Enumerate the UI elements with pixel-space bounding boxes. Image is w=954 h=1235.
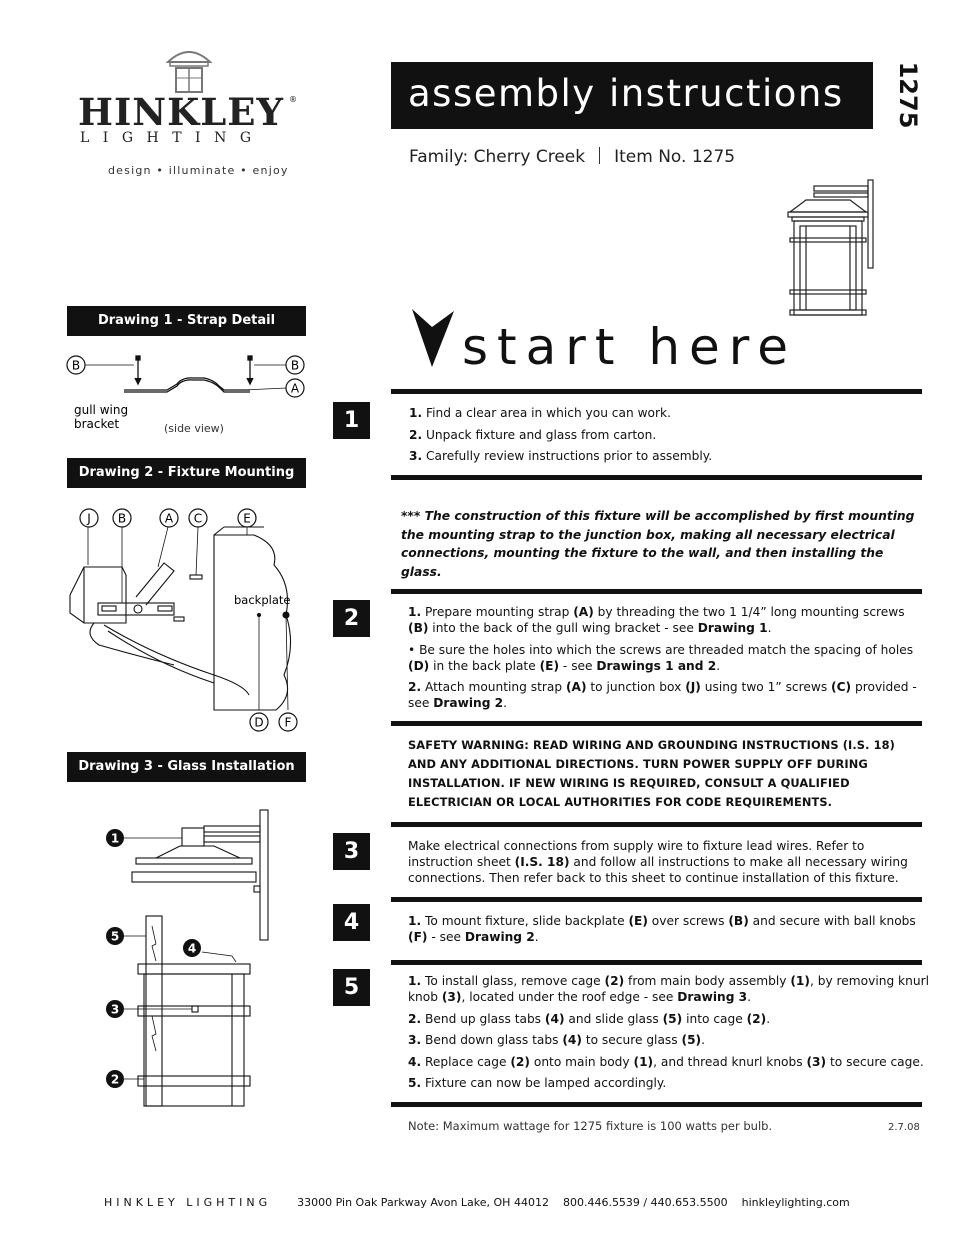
logo-registered-mark: ® — [289, 95, 297, 104]
footer-website[interactable]: hinkleylighting.com — [741, 1196, 850, 1209]
label-backplate: backplate — [234, 593, 291, 607]
step-4-number: 4 — [333, 904, 370, 941]
rule-step-2-bottom — [391, 721, 922, 726]
rule-step-3-top — [391, 822, 922, 827]
svg-text:B: B — [71, 358, 81, 373]
step-5-text: 1. To install glass, remove cage (2) from main body assembly (1), by removing knurl knob (3), located under the roof edge - see Drawing 3. 2. Bend up glass tabs (4) and slide glass (5) into cage (2). 3. Bend down glass tabs (4) to secure glass (5). 4. Replace cage (2) onto main body (1), and thread knurl knobs (3) to secure cage. 5. Fixture can now be lamped accordingly. — [408, 974, 929, 1090]
step-1-number: 1 — [333, 402, 370, 439]
svg-text:C: C — [193, 511, 203, 526]
drawing-1-header: Drawing 1 - Strap Detail — [67, 306, 306, 336]
drawing-3-glass-installation — [96, 806, 286, 1116]
logo-wordmark: HINKLEY — [78, 90, 284, 134]
svg-text:B: B — [290, 358, 300, 373]
logo-tagline: design • illuminate • enjoy — [108, 164, 289, 177]
label-side-view: (side view) — [164, 422, 224, 435]
label-c — [189, 509, 207, 527]
step-4-text: 1. To mount fixture, slide backplate (E) over screws (B) and secure with ball knobs (F) - see Drawing 2. — [408, 914, 916, 944]
footer-address: 33000 Pin Oak Parkway Avon Lake, OH 44012 — [297, 1196, 549, 1209]
label-a — [286, 379, 304, 397]
step-5-number: 5 — [333, 969, 370, 1006]
item-number: Item No. 1275 — [614, 147, 736, 167]
rule-step-1-top — [391, 389, 922, 394]
svg-text:2: 2 — [110, 1072, 120, 1087]
rule-step-2-top — [391, 589, 922, 594]
fixture-thumbnail-icon — [784, 178, 876, 322]
badge-4 — [183, 939, 201, 957]
drawing-1-strap-detail — [64, 350, 314, 440]
drawing-2-header: Drawing 2 - Fixture Mounting — [67, 458, 306, 488]
rule-step-1-bottom — [391, 475, 922, 480]
label-d — [250, 713, 268, 731]
label-b-left — [67, 356, 85, 374]
family-name: Family: Cherry Creek — [409, 147, 586, 167]
footer-phone: 800.446.5539 / 440.653.5500 — [562, 1196, 728, 1209]
item-number-vertical-text: 1275 — [894, 61, 922, 129]
drawing-2-fixture-mounting — [64, 505, 314, 735]
svg-text:D: D — [254, 715, 264, 730]
svg-text:A: A — [164, 511, 174, 526]
label-f — [279, 713, 297, 731]
svg-text:F: F — [284, 715, 292, 730]
step-2-number: 2 — [333, 600, 370, 637]
label-gull-wing: gull wing — [74, 403, 129, 417]
wattage-note: Note: Maximum wattage for 1275 fixture is 100 watts per bulb. — [408, 1119, 773, 1133]
start-arrow-icon — [410, 307, 456, 369]
page-title: assembly instructions — [408, 72, 844, 115]
label-bracket: bracket — [74, 417, 120, 431]
svg-text:B: B — [117, 511, 127, 526]
step-3-number: 3 — [333, 833, 370, 870]
svg-text:5: 5 — [110, 929, 120, 944]
label-b-right — [286, 356, 304, 374]
svg-text:E: E — [243, 511, 251, 526]
step-1-text: 1. Find a clear area in which you can work. 2. Unpack fixture and glass from carton. 3. Carefully review instructions prior to assembly. — [409, 406, 713, 463]
start-here-heading: start here — [462, 318, 798, 376]
revision-date: 2.7.08 — [888, 1122, 920, 1133]
svg-text:1: 1 — [110, 831, 120, 846]
item-number-vertical — [888, 62, 928, 128]
badge-1 — [106, 829, 124, 847]
svg-text:A: A — [290, 381, 300, 396]
family-line — [409, 147, 735, 167]
badge-5 — [106, 927, 124, 945]
svg-text:J: J — [87, 511, 91, 526]
badge-3 — [106, 1000, 124, 1018]
lantern-logo-icon — [162, 44, 216, 94]
rule-step-5-bottom — [391, 1102, 922, 1107]
footer — [104, 1196, 850, 1209]
badge-2 — [106, 1070, 124, 1088]
family-separator — [599, 147, 600, 164]
svg-text:4: 4 — [187, 941, 197, 956]
label-a — [160, 509, 178, 527]
footer-brand: HINKLEY LIGHTING — [104, 1196, 272, 1209]
safety-warning: SAFETY WARNING: READ WIRING AND GROUNDING INSTRUCTIONS (I.S. 18) AND ANY ADDITIONAL DIRECTIONS. TURN POWER SUPPLY OFF DURING INSTALLATION. IF NEW WIRING IS REQUIRED, CONSULT A QUALIFIED ELECTRICIAN OR LOCAL AUTHORITIES FOR CODE REQUIREMENTS. — [408, 738, 895, 809]
step-3-text: Make electrical connections from supply wire to fixture lead wires. Refer to instruction sheet (I.S. 18) and follow all instructions to make all necessary wiring connections. Then refer back to this sheet to continue installation of this fixture. — [408, 839, 908, 885]
label-e — [238, 509, 256, 527]
rule-step-4-top — [391, 897, 922, 902]
label-j — [80, 509, 98, 527]
drawing-3-header: Drawing 3 - Glass Installation — [67, 752, 306, 782]
rule-step-5-top — [391, 960, 922, 965]
construction-note: *** The construction of this fixture will be accomplished by first mounting the mounting strap to the junction box, making all necessary electrical connections, mounting the fixture to the wall, and then installing the glass. — [401, 509, 915, 579]
svg-text:3: 3 — [110, 1002, 120, 1017]
label-b — [113, 509, 131, 527]
step-2-text: 1. Prepare mounting strap (A) by threading the two 1 1/4” long mounting screws (B) into the back of the gull wing bracket - see Drawing 1. • Be sure the holes into which the screws are threaded match the spacing of holes (D) in the back plate (E) - see Drawings 1 and 2. 2. Attach mounting strap (A) to junction box (J) using two 1” screws (C) provided - see Drawing 2. — [408, 605, 917, 710]
logo-lighting: LIGHTING — [80, 130, 265, 146]
